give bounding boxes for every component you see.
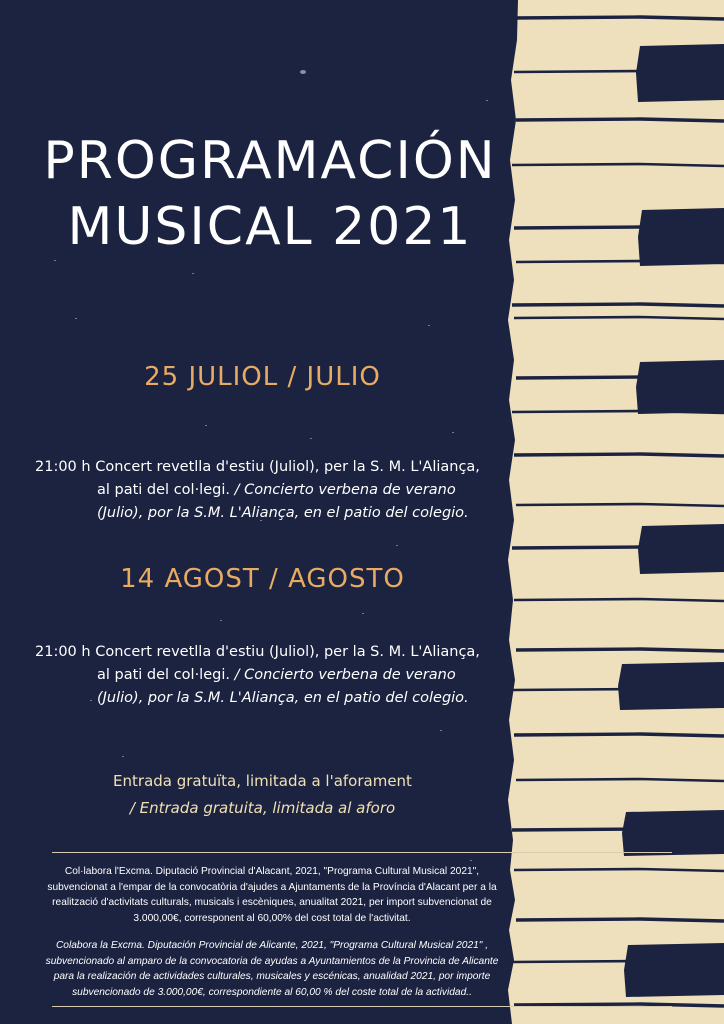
title-line-1: PROGRAMACIÓN (43, 131, 497, 191)
entry-line-1: Entrada gratuïta, limitada a l'aforament (113, 772, 412, 790)
event-1-line-2 (35, 479, 480, 502)
black-key (636, 360, 724, 414)
title-line-2: MUSICAL 2021 (67, 197, 473, 257)
event-1-line-3-italic: (Julio), por la S.M. L'Aliança, en el patio del colegio. (97, 505, 469, 521)
key-divider-line (512, 304, 724, 306)
key-divider-line (516, 649, 724, 651)
footer-valencian-line: subvencionat a l'empar de la convocatòria d'ajudes a Ajuntaments de la Província d'Alacant per a la (47, 881, 497, 893)
event-1-line-1: 21:00 h Concert revetlla d'estiu (Juliol), per la S. M. L'Aliança, (35, 459, 480, 475)
event-description-1 (35, 456, 480, 525)
key-divider-line (516, 119, 724, 121)
event-date-2: 14 AGOST / AGOSTO (120, 564, 405, 594)
event-2-line-3-italic: (Julio), por la S.M. L'Aliança, en el patio del colegio. (97, 690, 469, 706)
key-divider-line (512, 17, 724, 19)
event-date-1: 25 JULIOL / JULIO (144, 362, 381, 392)
bottom-divider-rule (52, 1006, 672, 1007)
black-key (622, 810, 724, 856)
key-divider-line (514, 454, 724, 456)
black-key (636, 44, 724, 102)
footer-spanish-line: Colabora la Excma. Diputación Provincial de Alicante, 2021, "Programa Cultural Musical 2021" , (55, 940, 489, 951)
event-2-line-2-italic: / Concierto verbena de verano (234, 667, 456, 683)
event-2-line-1: 21:00 h Concert revetlla d'estiu (Juliol), per la S. M. L'Aliança, (35, 644, 480, 660)
event-1-line-2-italic: / Concierto verbena de verano (234, 482, 456, 498)
footer-spanish-line: subvencionado de 3.000,00€, correspondiente al 60,00 % del coste total de la actividad.. (72, 986, 472, 998)
event-2-line-2 (35, 664, 480, 687)
event-1-line-2-plain: al pati del col·legi. (97, 482, 235, 498)
entry-note (0, 768, 525, 822)
footer-valencian-line: realització d'activitats culturals, musicals i escèniques, anualitat 2021, per import subvencionat de (52, 897, 492, 908)
poster-title (0, 128, 540, 260)
footer-valencian (22, 864, 522, 926)
key-divider-line (514, 734, 724, 736)
event-2-line-2-plain: al pati del col·legi. (97, 667, 235, 683)
entry-line-2 (0, 795, 525, 822)
top-divider-rule (52, 852, 672, 853)
event-description-2 (35, 641, 480, 710)
footer-spanish-line: para la realización de actividades culturales, musicales y escénicas, anualidad 2021, por importe (53, 971, 491, 982)
footer-valencian-line: Col·labora l'Excma. Diputació Provincial d'Alacant, 2021, "Programa Cultural Musical 2021", (64, 866, 480, 877)
event-1-line-3 (35, 502, 480, 525)
event-2-line-3 (35, 687, 480, 710)
black-key (618, 662, 724, 710)
black-key (638, 524, 724, 574)
footer-valencian-line: 3.000,00€, corresponent al 60,00% del cost total de l'activitat. (133, 912, 411, 924)
black-key (624, 943, 724, 997)
entry-line-2-italic: / Entrada gratuita, limitada al aforo (129, 799, 396, 817)
key-divider-line (516, 919, 724, 921)
footer-spanish (22, 938, 522, 1000)
footer-spanish-line: subvencionado al amparo de la convocatoria de ayudas a Ayuntamientos de la Provincia de Alicante (45, 955, 499, 967)
black-key (638, 208, 724, 266)
